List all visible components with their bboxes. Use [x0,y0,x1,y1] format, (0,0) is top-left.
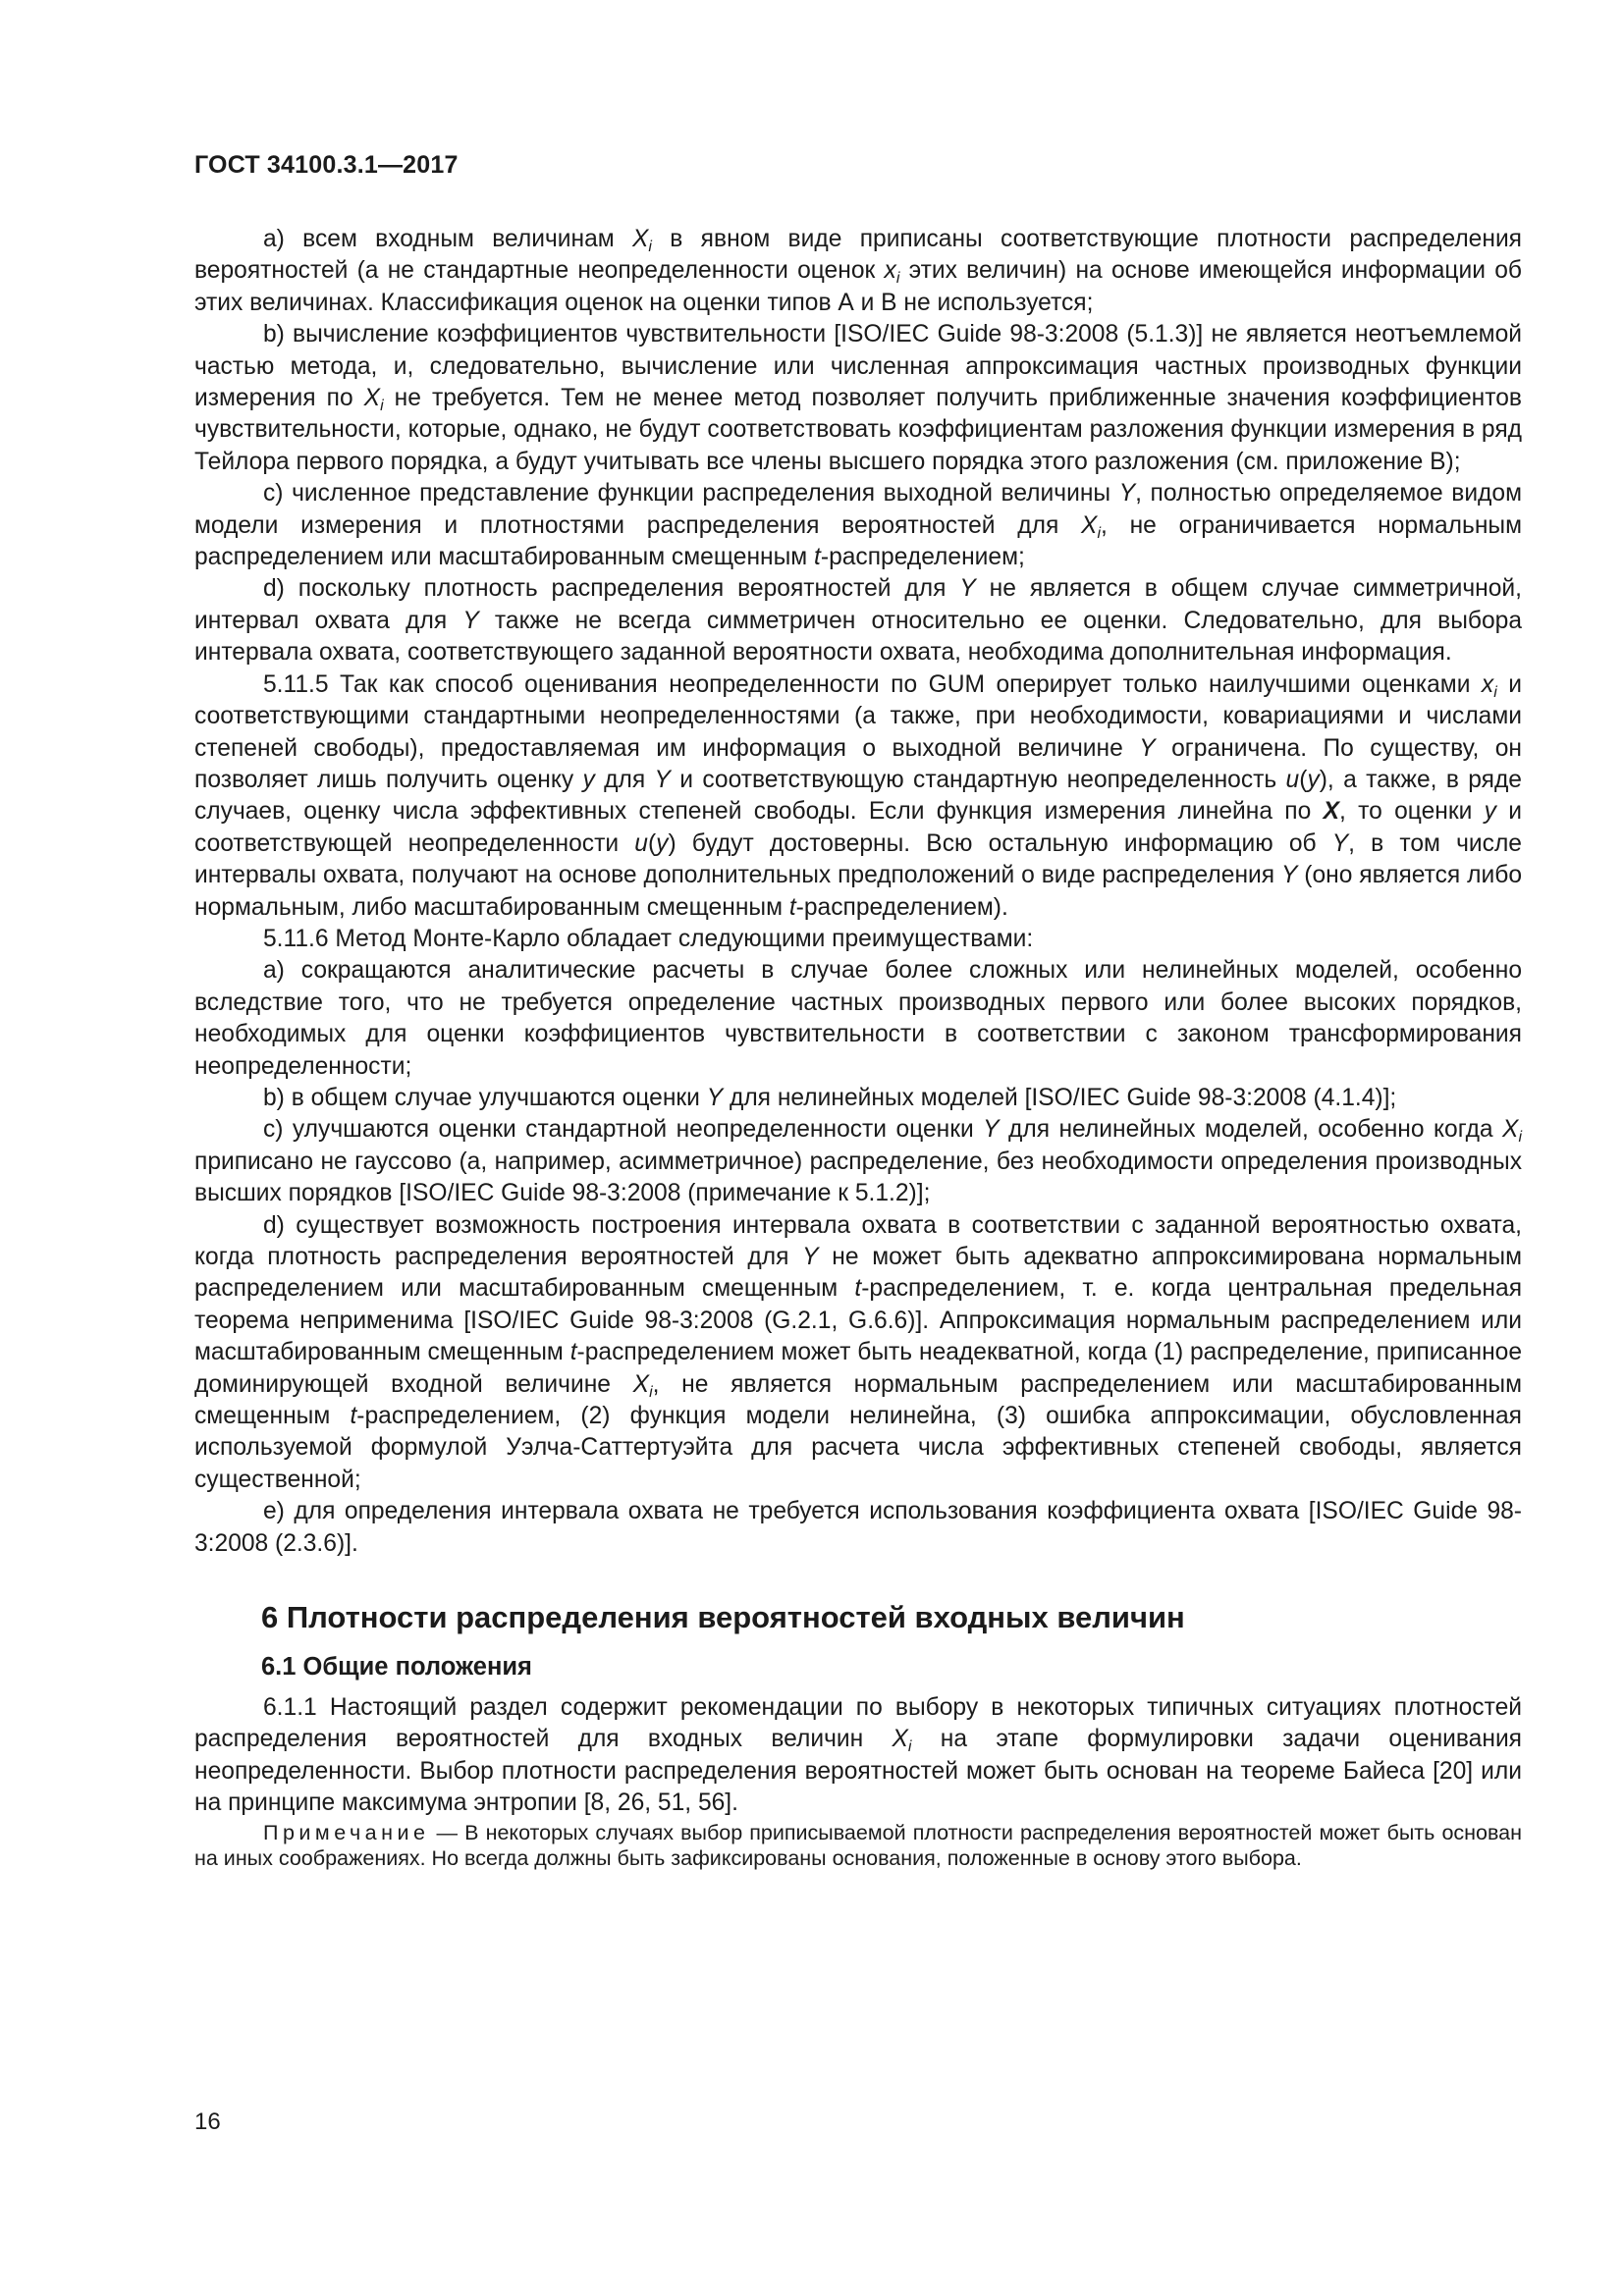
paragraph-5-11-4-c: с) численное представление функции распределения выходной величины Y, полностью определяемое видом модели измерения и плотностями распределения вероятностей для $X_i$, не ограничивается нормальным распределением или масштабированным смещенным t-распределением; [194,480,1522,571]
note-text: — В некоторых случаях выбор приписываемой плотности распределения вероятностей может быть основан на иных соображениях. Но всегда должны быть зафиксированы основания, положенные в основу этого выбора. [194,1820,1522,1871]
paragraph-5-11-6-b: b) в общем случае улучшаются оценки Y для нелинейных моделей [ISO/IEC Guide 98-3:2008 (4.1.4)]; [263,1084,1397,1111]
page-number: 16 [194,2109,221,2135]
paragraph-5-11-6-d: d) существует возможность построения интервала охвата в соответствии с заданной вероятностью охвата, когда плотность распределения вероятностей для Y не может быть адекватно аппроксимирована нормальным распределением или масштабированным смещенным t-распределением, т. е. когда центральная предельная теорема неприменима [ISO/IEC Guide 98-3:2008 (G.2.1, G.6.6)]. Аппроксимация нормальным распределением или масштабированным смещенным t-распределением может быть неадекватной, когда (1) распределение, приписанное доминирующей входной величине $X_i$, не является нормальным распределением или масштабированным смещенным t-распределением, (2) функция модели нелинейна, (3) ошибка аппроксимации, обусловленная используемой формулой Уэлча-Саттертуэйта для расчета числа эффективных степеней свободы, является существенной; [194,1211,1523,1493]
note-label: Примечание [263,1820,430,1844]
section-6-1-heading: 6.1 Общие положения [261,1653,532,1682]
note [194,1820,1522,1872]
paragraph-5-11-4-a: а) всем входным величинам $X_i$ в явном виде приписаны соответствующие плотности распределения вероятностей (а не стандартные неопределенности оценок $x_i$ этих величин) на основе имеющейся информации об этих величинах. Классификация оценок на оценки типов А и В не используется; [194,226,1523,316]
paragraph-5-11-4-b: b) вычисление коэффициентов чувствительности [ISO/IEC Guide 98-3:2008 (5.1.3)] не является неотъемлемой частью метода, и, следовательно, вычисление или численная аппроксимация частных производных функции измерения по $X_i$ не требуется. Тем не менее метод позволяет получить приближенные значения коэффициентов чувствительности, которые, однако, не будут соответствовать коэффициентам разложения функции измерения в ряд Тейлора первого порядка, а будут учитывать все члены высшего порядка этого разложения (см. приложение В); [194,321,1522,475]
document-body [194,224,1522,1872]
paragraph-6-1-1: 6.1.1 Настоящий раздел содержит рекомендации по выбору в некоторых типичных ситуациях плотностей распределения вероятностей для входных величин $X_i$ на этапе формулировки задачи оценивания неопределенности. Выбор плотности распределения вероятностей может быть основан на теореме Байеса [20] или на принципе максимума энтропии [8, 26, 51, 56]. [194,1694,1522,1817]
paragraph-5-11-6-c: с) улучшаются оценки стандартной неопределенности оценки Y для нелинейных моделей, особенно когда $X_i$ приписано не гауссово (а, например, асимметричное) распределение, без необходимости определения производных высших порядков [ISO/IEC Guide 98-3:2008 (примечание к 5.1.2)]; [194,1116,1523,1207]
paragraph-5-11-6-e: е) для определения интервала охвата не требуется использования коэффициента охвата [ISO/IEC Guide 98-3:2008 (2.3.6)]. [194,1498,1522,1557]
document-header: ГОСТ 34100.3.1—2017 [194,151,459,179]
paragraph-5-11-5: 5.11.5 Так как способ оценивания неопределенности по GUM оперирует только наилучшими оценками $x_i$ и соответствующими стандартными неопределенностями (а также, при необходимости, ковариациями и числами степеней свободы), предоставляемая им информация о выходной величине Y ограничена. По существу, он позволяет лишь получить оценку y для Y и соответствующую стандартную неопределенность u(y), а также, в ряде случаев, оценку числа эффективных степеней свободы. Если функция измерения линейна по X, то оценки y и соответствующей неопределенности u(y) будут достоверны. Всю остальную информацию об Y, в том числе интервалы охвата, получают на основе дополнительных предположений о виде распределения Y (оно является либо нормальным, либо масштабированным смещенным t-распределением). [194,670,1522,921]
paragraph-5-11-4-d: d) поскольку плотность распределения вероятностей для Y не является в общем случае симметричной, интервал охвата для Y также не всегда симметричен относительно ее оценки. Следовательно, для выбора интервала охвата, соответствующего заданной вероятности охвата, необходима дополнительная информация. [194,575,1523,667]
section-6-heading: 6 Плотности распределения вероятностей входных величин [261,1600,1185,1635]
paragraph-5-11-6: 5.11.6 Метод Монте-Карло обладает следующими преимуществами: [263,925,1034,952]
paragraph-5-11-6-a: а) сокращаются аналитические расчеты в случае более сложных или нелинейных моделей, особенно вследствие того, что не требуется определение частных производных первого или более высоких порядков, необходимых для оценки коэффициентов чувствительности в соответствии с законом трансформирования неопределенности; [194,957,1522,1080]
